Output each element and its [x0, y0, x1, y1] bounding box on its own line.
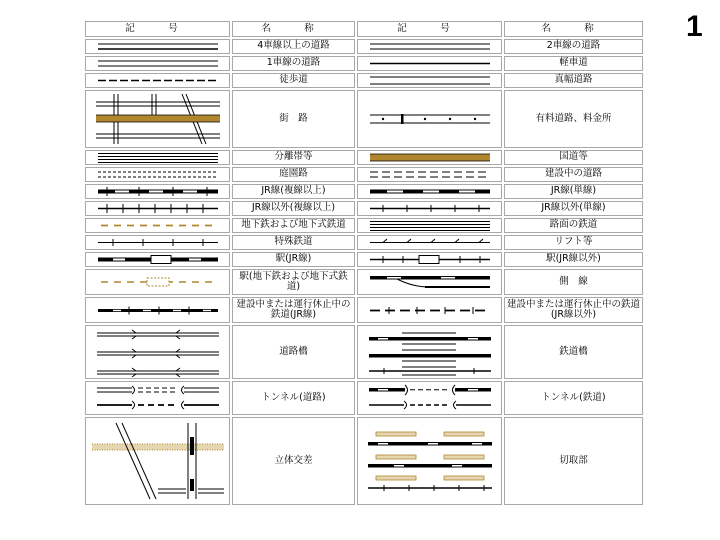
- legend-name: 地下鉄および地下式鉄道: [232, 218, 355, 233]
- header-symbol-right: 記 号: [357, 21, 502, 37]
- legend-name: 建設中の道路: [504, 167, 643, 182]
- legend-name: 道路橋: [232, 325, 355, 379]
- legend-row: [85, 269, 643, 295]
- symbol-four-lane-road: [85, 39, 230, 54]
- symbol-siding: [357, 269, 502, 295]
- symbol-tramway: [357, 218, 502, 233]
- legend-name: トンネル(鉄道): [504, 381, 643, 415]
- legend-row: [85, 297, 643, 323]
- symbol-non-jr-double-track: [85, 201, 230, 216]
- legend-name: トンネル(道路): [232, 381, 355, 415]
- symbol-garden-path: [85, 167, 230, 182]
- legend-row: [85, 218, 643, 233]
- symbol-toll-road: [357, 90, 502, 148]
- legend-row: [85, 73, 643, 88]
- legend-name: 街 路: [232, 90, 355, 148]
- symbol-median-strip: [85, 150, 230, 165]
- legend-name: JR線(複線以上): [232, 184, 355, 199]
- symbol-footpath: [85, 73, 230, 88]
- legend-row: [85, 90, 643, 148]
- legend-name: 1車線の道路: [232, 56, 355, 71]
- symbol-road-bridge: [85, 325, 230, 379]
- legend-name: 分離帯等: [232, 150, 355, 165]
- symbol-jr-single-track: [357, 184, 502, 199]
- symbol-non-jr-under-construction: [357, 297, 502, 323]
- legend-name: JR線以外(複線以上): [232, 201, 355, 216]
- legend-name: 側 線: [504, 269, 643, 295]
- legend-name: 路面の鉄道: [504, 218, 643, 233]
- slide-number: 1: [686, 10, 703, 43]
- legend-row: [85, 167, 643, 182]
- header-symbol-left: 記 号: [85, 21, 230, 37]
- legend-name: 真幅道路: [504, 73, 643, 88]
- header-name-right: 名 称: [504, 21, 643, 37]
- symbol-one-lane-road: [85, 56, 230, 71]
- legend-name: 鉄道橋: [504, 325, 643, 379]
- legend-row: [85, 235, 643, 250]
- legend-name: 建設中または運行休止中の鉄道(JR線): [232, 297, 355, 323]
- map-symbol-legend-table: [83, 19, 645, 507]
- legend-row: [85, 150, 643, 165]
- legend-name: JR線(単線): [504, 184, 643, 199]
- symbol-railway-tunnel: [357, 381, 502, 415]
- legend-name: リフト等: [504, 235, 643, 250]
- legend-name: 建設中または運行休止中の鉄道(JR線以外): [504, 297, 643, 323]
- symbol-non-jr-single-track: [357, 201, 502, 216]
- symbol-jr-station: [85, 252, 230, 267]
- symbol-true-width-road: [357, 73, 502, 88]
- symbol-two-lane-road: [357, 39, 502, 54]
- legend-row: [85, 381, 643, 415]
- symbol-subway: [85, 218, 230, 233]
- legend-name: 駅(JR線以外): [504, 252, 643, 267]
- symbol-street: [85, 90, 230, 148]
- symbol-road-under-construction: [357, 167, 502, 182]
- symbol-grade-separation: [85, 417, 230, 505]
- legend-name: 4車線以上の道路: [232, 39, 355, 54]
- legend-row: [85, 417, 643, 505]
- symbol-special-railway: [85, 235, 230, 250]
- legend-name: 庭園路: [232, 167, 355, 182]
- legend-name: 駅(JR線): [232, 252, 355, 267]
- legend-name: JR線以外(単線): [504, 201, 643, 216]
- symbol-non-jr-station: [357, 252, 502, 267]
- legend-row: [85, 201, 643, 216]
- legend-row: [85, 184, 643, 199]
- legend-name: 有料道路、料金所: [504, 90, 643, 148]
- legend-name: 2車線の道路: [504, 39, 643, 54]
- legend-name: 徒歩道: [232, 73, 355, 88]
- symbol-light-vehicle-road: [357, 56, 502, 71]
- symbol-jr-double-track: [85, 184, 230, 199]
- legend-name: 駅(地下鉄および地下式鉄道): [232, 269, 355, 295]
- legend-name: 立体交差: [232, 417, 355, 505]
- legend-row: [85, 39, 643, 54]
- legend-row: [85, 252, 643, 267]
- symbol-road-tunnel: [85, 381, 230, 415]
- header-name-left: 名 称: [232, 21, 355, 37]
- symbol-cutting: [357, 417, 502, 505]
- legend-name: 切取部: [504, 417, 643, 505]
- symbol-national-road: [357, 150, 502, 165]
- symbol-subway-station: [85, 269, 230, 295]
- legend-row: [85, 56, 643, 71]
- legend-name: 国道等: [504, 150, 643, 165]
- symbol-jr-under-construction: [85, 297, 230, 323]
- symbol-railway-bridge: [357, 325, 502, 379]
- legend-name: 特殊鉄道: [232, 235, 355, 250]
- legend-name: 軽車道: [504, 56, 643, 71]
- legend-row: [85, 325, 643, 379]
- header-row: [85, 21, 643, 37]
- symbol-lift: [357, 235, 502, 250]
